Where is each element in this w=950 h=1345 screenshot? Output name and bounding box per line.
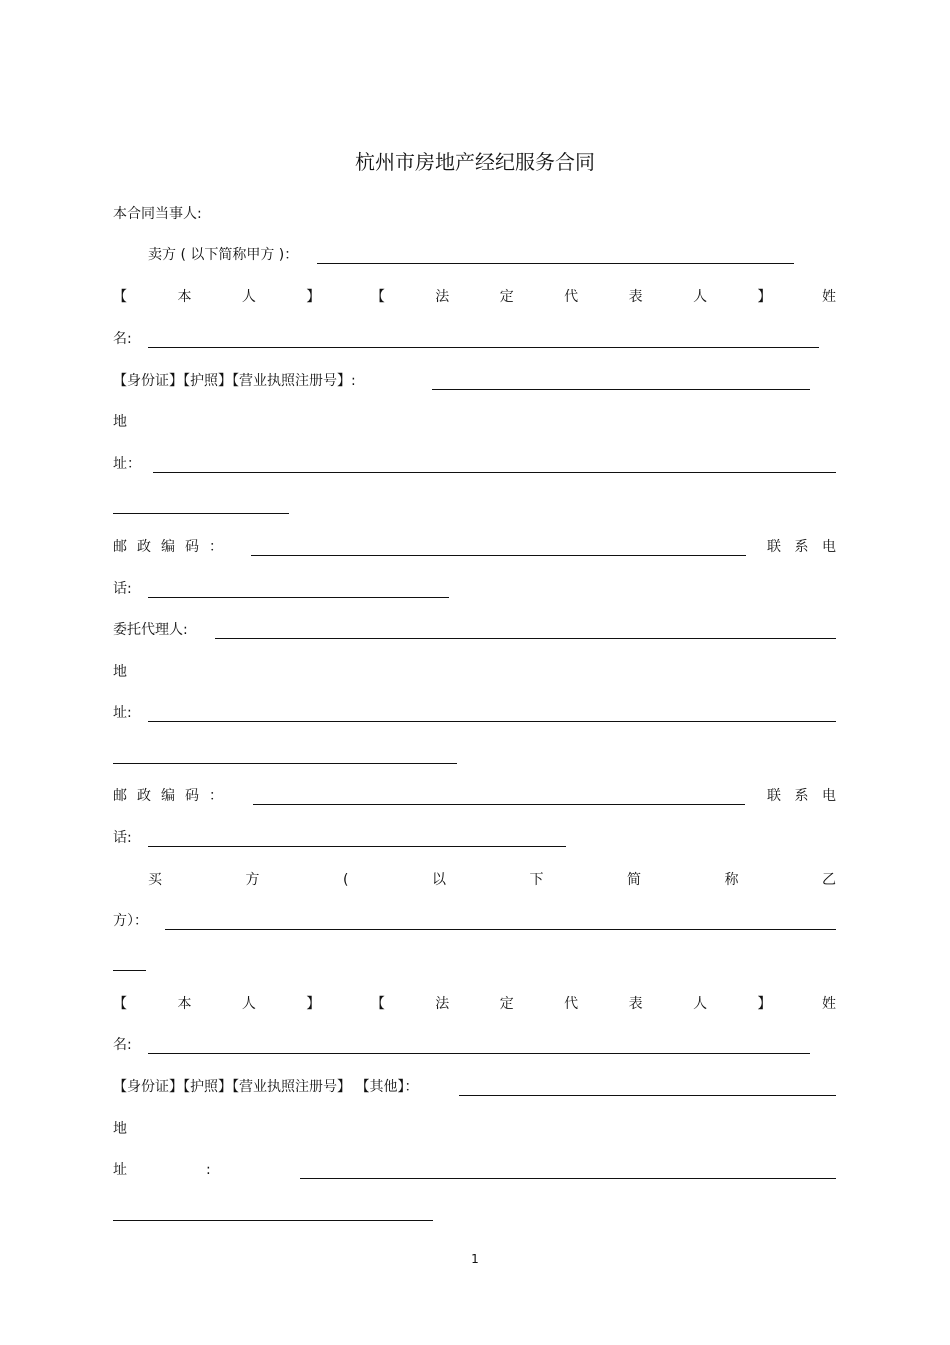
- seller-name-label: 名:: [113, 331, 132, 347]
- postcode-char: 政: [137, 788, 151, 804]
- buyer-label-row: [148, 871, 836, 889]
- seller-label: 卖方 ( 以下简称甲方 )：: [148, 247, 299, 263]
- bracket-close: 】: [757, 996, 772, 1012]
- postcode-char: 邮: [113, 539, 127, 555]
- buyer-name-label: 名:: [113, 1037, 132, 1053]
- postcode-char: ：: [209, 539, 223, 555]
- postcode-char: ：: [209, 788, 223, 804]
- postcode-char: 码: [185, 788, 199, 804]
- seller-address-head: 地: [113, 414, 127, 430]
- seller-postcode-field[interactable]: [251, 555, 746, 556]
- person-char: 人: [241, 996, 256, 1012]
- phone-char: 系: [794, 539, 809, 555]
- buyer-label-char: 买: [148, 872, 162, 888]
- person-char: 本: [177, 289, 192, 305]
- agent-phone-label-tail: 话:: [113, 830, 132, 846]
- seller-address-field-cont[interactable]: [113, 513, 289, 514]
- seller-id-label: 【身份证】【护照】【营业执照注册号】:: [113, 373, 356, 389]
- bracket-open: 【: [370, 289, 385, 305]
- postcode-char: 邮: [113, 788, 127, 804]
- seller-person-name-field[interactable]: [148, 347, 819, 348]
- buyer-id-field[interactable]: [459, 1095, 836, 1096]
- seller-phone-label-tail: 话:: [113, 581, 132, 597]
- agent-address-label: 址:: [113, 705, 132, 721]
- buyer-id-label: 【身份证】【护照】【营业执照注册号】 【其他】：: [113, 1079, 419, 1095]
- person-char: 人: [693, 289, 708, 305]
- person-char: 本: [177, 996, 192, 1012]
- buyer-person-type-row: [113, 995, 836, 1013]
- person-char: 姓: [821, 289, 836, 305]
- person-char: 法: [435, 996, 450, 1012]
- agent-label: 委托代理人:: [113, 622, 188, 638]
- bracket-close: 】: [306, 996, 321, 1012]
- seller-name-field[interactable]: [317, 263, 794, 264]
- agent-phone-label: [767, 787, 836, 805]
- seller-address-label: 址：: [113, 456, 141, 472]
- phone-char: 电: [822, 539, 836, 555]
- buyer-label-char: (: [343, 872, 349, 888]
- buyer-label-char: 下: [529, 872, 544, 888]
- person-char: 表: [628, 289, 643, 305]
- person-char: 代: [564, 996, 579, 1012]
- agent-name-field[interactable]: [215, 638, 836, 639]
- bracket-open: 【: [113, 289, 127, 305]
- buyer-label-char: 乙: [821, 872, 836, 888]
- postcode-char: 编: [161, 539, 175, 555]
- buyer-address-label: 址: [113, 1162, 127, 1178]
- agent-postcode-label: [113, 787, 223, 805]
- agent-postcode-field[interactable]: [253, 804, 745, 805]
- buyer-label-char: 以: [431, 872, 446, 888]
- buyer-name-field-cont[interactable]: [113, 970, 146, 971]
- buyer-address-field[interactable]: [300, 1178, 836, 1179]
- phone-char: 联: [767, 539, 781, 555]
- buyer-label-char: 简: [626, 872, 641, 888]
- buyer-address-head: 地: [113, 1121, 127, 1137]
- person-char: 人: [241, 289, 256, 305]
- buyer-label-char: 方: [245, 872, 260, 888]
- bracket-close: 】: [306, 289, 321, 305]
- bracket-open: 【: [370, 996, 385, 1012]
- seller-person-type-row: [113, 288, 836, 306]
- bracket-close: 】: [757, 289, 772, 305]
- agent-address-field[interactable]: [148, 721, 836, 722]
- phone-char: 系: [794, 788, 809, 804]
- agent-phone-field[interactable]: [148, 846, 566, 847]
- buyer-person-name-field[interactable]: [148, 1053, 810, 1054]
- buyer-label-tail: 方）：: [113, 913, 148, 929]
- phone-char: 联: [767, 788, 781, 804]
- postcode-char: 政: [137, 539, 151, 555]
- person-char: 表: [628, 996, 643, 1012]
- person-char: 法: [435, 289, 450, 305]
- agent-address-head: 地: [113, 664, 127, 680]
- buyer-address-field-cont[interactable]: [113, 1220, 433, 1221]
- person-char: 定: [499, 289, 514, 305]
- contract-title: 杭州市房地产经纪服务合同: [355, 150, 595, 174]
- agent-address-field-cont[interactable]: [113, 763, 457, 764]
- seller-phone-label: [767, 538, 836, 556]
- buyer-label-char: 称: [724, 872, 739, 888]
- page-number: 1: [471, 1252, 479, 1266]
- buyer-address-colon: :: [206, 1162, 211, 1178]
- postcode-char: 编: [161, 788, 175, 804]
- person-char: 定: [499, 996, 514, 1012]
- parties-label: 本合同当事人:: [113, 206, 202, 222]
- buyer-name-field[interactable]: [165, 929, 836, 930]
- person-char: 姓: [821, 996, 836, 1012]
- postcode-char: 码: [185, 539, 199, 555]
- person-char: 代: [564, 289, 579, 305]
- seller-id-field[interactable]: [432, 389, 810, 390]
- bracket-open: 【: [113, 996, 127, 1012]
- seller-phone-field[interactable]: [148, 597, 449, 598]
- phone-char: 电: [822, 788, 836, 804]
- seller-address-field[interactable]: [153, 472, 836, 473]
- seller-postcode-label: [113, 538, 223, 556]
- person-char: 人: [693, 996, 708, 1012]
